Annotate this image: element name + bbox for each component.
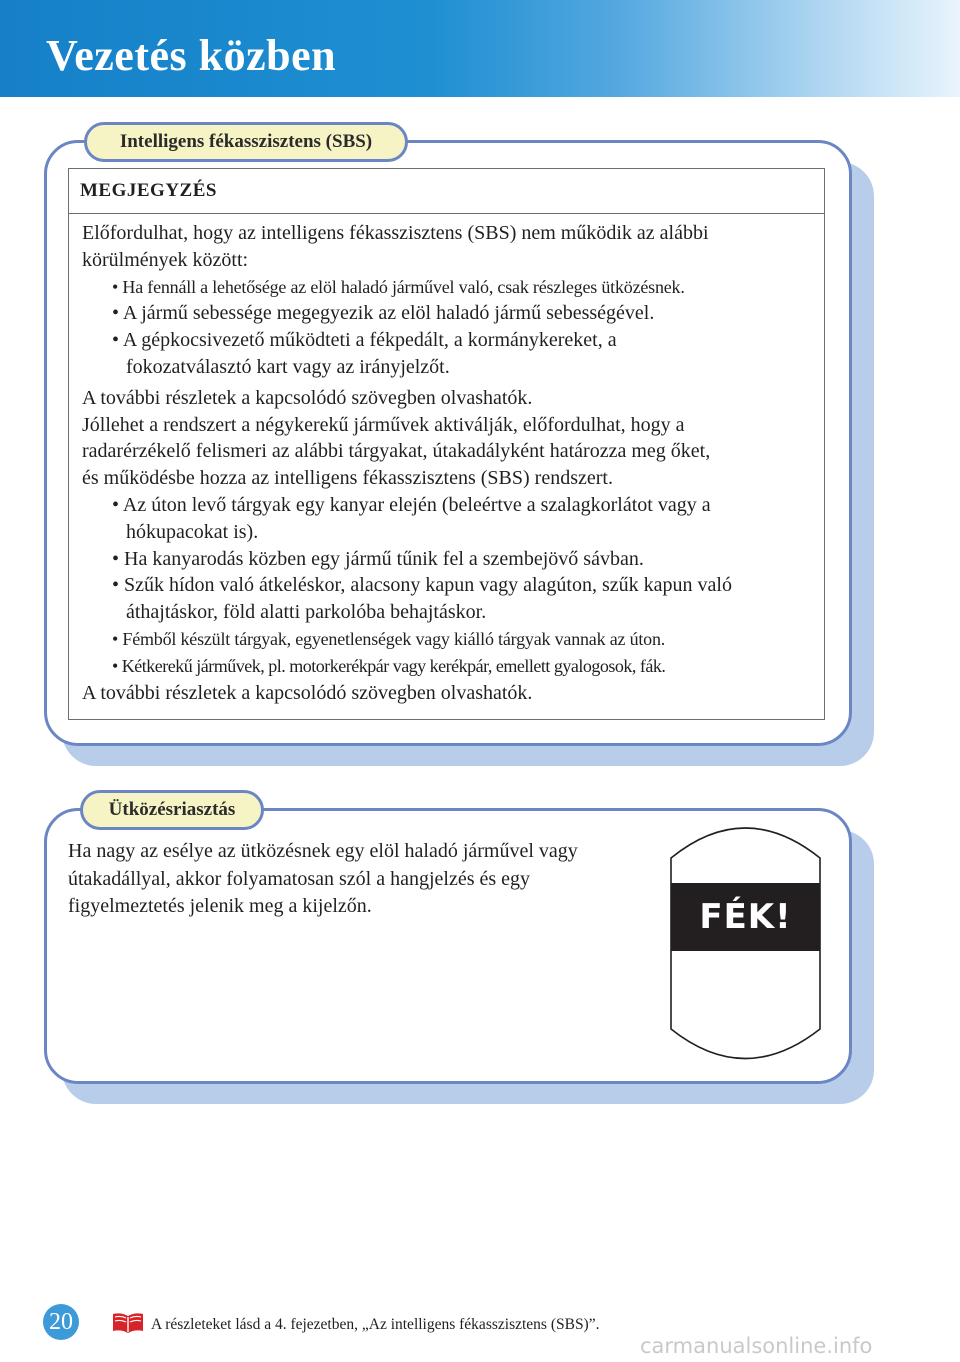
page-header	[0, 0, 960, 97]
note-box	[68, 168, 825, 720]
sbs-section-tab: Intelligens fékasszisztens (SBS)	[84, 122, 408, 162]
page-number: 20	[43, 1304, 79, 1340]
book-icon	[112, 1312, 144, 1334]
page-title: Vezetés közben	[46, 31, 337, 80]
brake-warning-label: FÉK!	[699, 897, 792, 937]
list-item: • Szűk hídon való átkeléskor, alacsony kapun vagy alagúton, szűk kapun való áthajtáskor, föld alatti parkolóba behajtáskor.	[112, 574, 732, 624]
collision-section-tab: Ütközésriasztás	[80, 790, 264, 830]
list-item: • Az úton levő tárgyak egy kanyar elején (beleértve a szalagkorlátot vagy a hókupacokat is).	[112, 493, 711, 543]
list-item: • A gépkocsivezető működteti a fékpedált, a kormánykereket, a fokozatválasztó kart vagy az irányjelzőt.	[112, 329, 617, 378]
reference-text: A részleteket lásd a 4. fejezetben, „Az intelligens fékasszisztens (SBS)”.	[151, 1316, 600, 1333]
intro-line: körülmények között:	[82, 248, 249, 271]
more-details-text: A további részletek a kapcsolódó szövegben olvashatók.	[82, 386, 533, 409]
list-item: • Fémből készült tárgyak, egyenetlenségek vagy kiálló tárgyak vannak az úton.	[112, 628, 666, 649]
paragraph-line: Jóllehet a rendszert a négykerekű járművek aktiválják, előfordulhat, hogy a	[82, 413, 685, 436]
note-heading: MEGJEGYZÉS	[69, 169, 824, 214]
paragraph-line: és működésbe hozza az intelligens fékasszisztens (SBS) rendszert.	[82, 467, 613, 490]
paragraph-line: radarérzékelő felismeri az alábbi tárgyakat, útakadályként határozza meg őket,	[82, 440, 711, 463]
collision-description: Ha nagy az esélye az ütközésnek egy elöl haladó járművel vagy útakadállyal, akkor folyamatosan szól a hangjelzés és egy figyelmeztetés jelenik meg a kijelzőn.	[68, 840, 578, 918]
list-item: • A jármű sebessége megegyezik az elöl haladó jármű sebességével.	[112, 302, 655, 325]
list-item: • Ha kanyarodás közben egy jármű tűnik fel a szembejövő sávban.	[112, 547, 644, 570]
watermark: carmanualsonline.info	[640, 1334, 873, 1358]
intro-line: Előfordulhat, hogy az intelligens fékasszisztens (SBS) nem működik az alábbi	[82, 222, 709, 244]
list-item: • Kétkerekű járművek, pl. motorkerékpár vagy kerékpár, emellett gyalogosok, fák.	[112, 655, 666, 676]
note-body	[69, 214, 824, 706]
list-item: • Ha fennáll a lehetősége az elöl haladó járművel való, csak részleges ütközésnek.	[112, 276, 685, 297]
more-details-text: A további részletek a kapcsolódó szövegben olvashatók.	[82, 681, 533, 704]
